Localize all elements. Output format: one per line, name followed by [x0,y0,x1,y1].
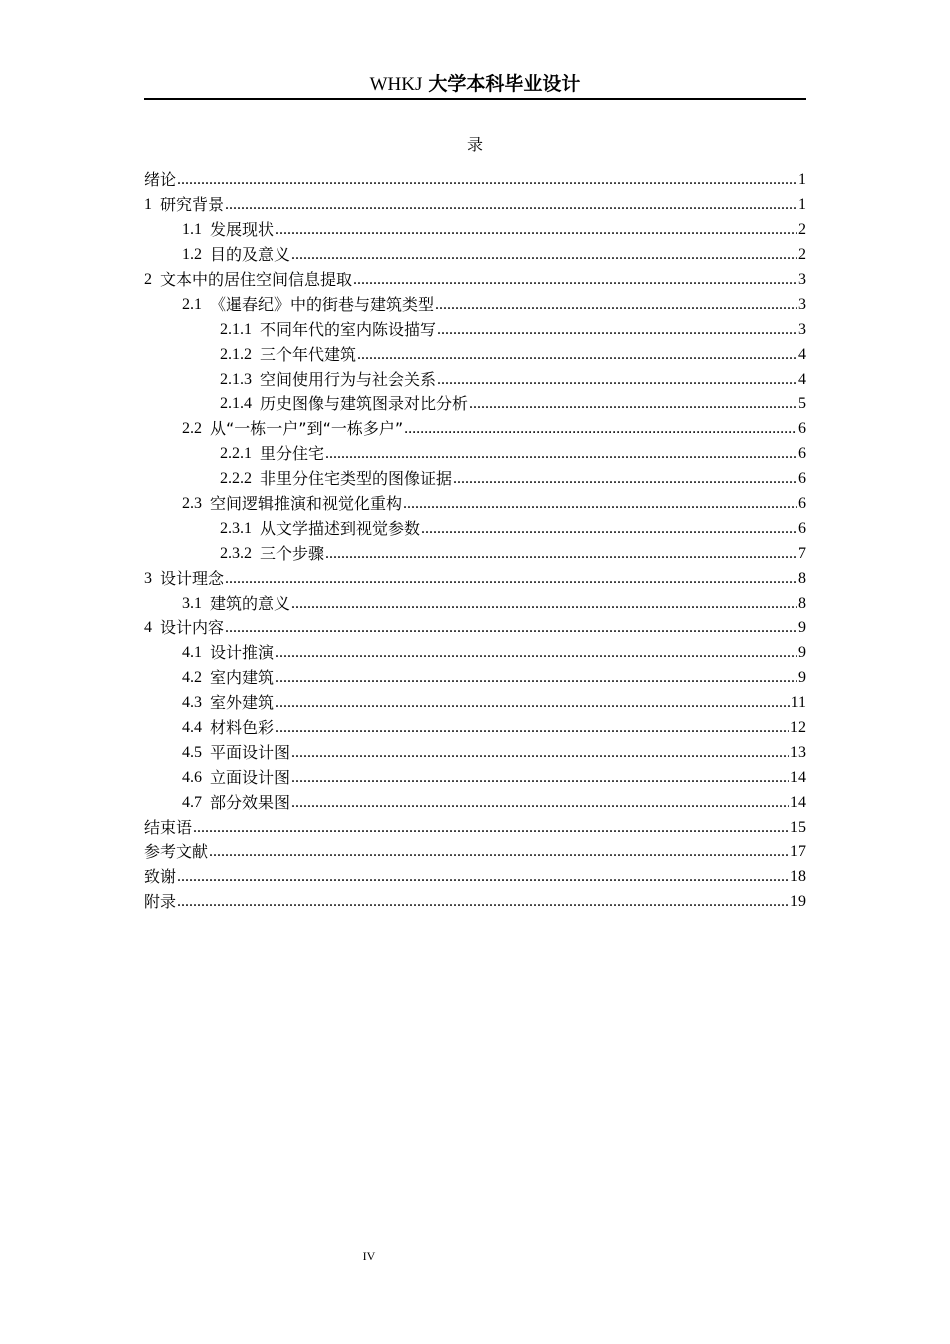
toc-entry-page: 4 [798,345,806,363]
toc-entry-number: 4.3 [182,694,202,712]
toc-entry-number: 4.4 [182,719,202,737]
toc-entry-title: 三个步骤 [260,543,325,563]
toc-entry[interactable] [144,168,806,193]
toc-entry-title: 不同年代的室内陈设描写 [260,319,437,339]
toc-entry-title: 附录 [144,892,177,912]
toc-entry-number: 2.2.2 [220,470,252,488]
toc-entry-number: 1.1 [182,221,202,239]
toc-entry-title: 室外建筑 [210,693,275,713]
toc-dot-leader [325,544,797,564]
toc-entry-page: 6 [798,519,806,537]
toc-entry-title: 设计推演 [210,643,275,663]
toc-entry-title: 三个年代建筑 [260,344,357,364]
toc-entry-number: 2.1.4 [220,395,252,413]
toc-entry-number: 2.3.1 [220,519,252,537]
toc-dot-leader [325,444,797,464]
toc-entry[interactable] [144,342,806,367]
toc-entry-number: 3.1 [182,594,202,612]
toc-entry-page: 6 [798,445,806,463]
toc-entry-title: 空间逻辑推演和视觉化重构 [210,494,403,514]
toc-dot-leader [275,668,797,688]
toc-entry-title: 《暹春纪》中的街巷与建筑类型 [210,294,435,314]
toc-entry-number: 4.1 [182,644,202,662]
toc-dot-leader [403,494,797,514]
toc-dot-leader [291,245,797,265]
toc-entry-page: 8 [798,569,806,587]
toc-entry-title: 目的及意义 [210,245,291,265]
toc-entry-title: 空间使用行为与社会关系 [260,369,437,389]
toc-entry-title: 建筑的意义 [210,593,291,613]
toc-entry-number: 2 [144,271,152,288]
toc-dot-leader [177,170,797,190]
toc-entry-page: 9 [798,669,806,687]
toc-entry[interactable] [144,865,806,890]
toc-entry[interactable] [144,691,806,716]
toc-entry[interactable] [144,641,806,666]
header-rule [144,98,806,100]
toc-entry-page: 3 [798,271,806,288]
toc-dot-leader [469,394,797,414]
toc-entry[interactable] [144,392,806,417]
toc-entry-number: 2.1 [182,295,202,313]
toc-entry-page: 17 [790,843,806,861]
toc-dot-leader [225,195,797,215]
toc-entry-page: 6 [798,495,806,513]
toc-dot-leader [437,320,797,340]
toc-dot-leader [291,743,789,763]
toc-entry[interactable] [144,243,806,268]
toc-entry-number: 2.2 [182,420,202,438]
toc-entry[interactable] [144,516,806,541]
toc-entry[interactable] [144,268,806,293]
toc-entry-number: 2.1.3 [220,370,252,388]
toc-entry-title: 结束语 [144,817,193,837]
toc-entry-number: 2.2.1 [220,445,252,463]
toc-entry[interactable] [144,740,806,765]
toc-dot-leader [275,693,790,713]
toc-entry[interactable] [144,666,806,691]
toc-entry-page: 8 [798,594,806,612]
toc-entry[interactable] [144,541,806,566]
toc-entry-title: 文本中的居住空间信息提取 [160,270,353,289]
page-header [144,70,806,98]
toc-entry[interactable] [144,790,806,815]
toc-dot-leader [225,618,797,638]
page-number: IV [362,1249,376,1263]
toc-dot-leader [421,519,797,539]
toc-entry-number: 4.7 [182,793,202,811]
toc-entry-number: 2.3.2 [220,544,252,562]
toc-entry[interactable] [144,591,806,616]
toc-entry-page: 3 [798,295,806,313]
toc-entry-page: 11 [790,694,806,712]
toc-entry-page: 1 [798,196,806,214]
toc-dot-leader [177,867,789,887]
toc-entry-title: 非里分住宅类型的图像证据 [260,469,453,489]
toc-entry-page: 1 [798,171,806,189]
toc-entry-page: 18 [790,868,806,886]
toc-entry-page: 9 [798,644,806,662]
toc-entry-page: 15 [790,818,806,836]
toc-entry-number: 4.2 [182,669,202,687]
toc-dot-leader [193,818,789,838]
toc-entry-page: 2 [798,246,806,264]
toc-entry-title: 室内建筑 [210,668,275,688]
toc-entry-title: 历史图像与建筑图录对比分析 [260,394,469,414]
toc-entry[interactable] [144,765,806,790]
header-title: 大学本科毕业设计 [428,73,581,95]
toc-dot-leader [275,718,789,738]
toc-entry[interactable] [144,616,806,641]
toc-entry[interactable] [144,840,806,865]
toc-dot-leader [225,569,797,589]
toc-entry-number: 1.2 [182,246,202,264]
toc-dot-leader [209,842,789,862]
toc-entry-page: 14 [790,768,806,786]
toc-entry-title: 绪论 [144,170,177,190]
toc-entry-page: 9 [798,619,806,637]
toc-entry[interactable] [144,417,806,442]
toc-entry-page: 4 [798,370,806,388]
toc-entry-number: 2.1.2 [220,345,252,363]
toc-entry-number: 4.5 [182,743,202,761]
toc-entry[interactable] [144,492,806,517]
toc-entry-page: 2 [798,221,806,239]
toc-entry-title: 材料色彩 [210,718,275,738]
toc-entry-title: 设计理念 [160,568,225,588]
toc-dot-leader [275,643,797,663]
toc-entry-page: 12 [790,719,806,737]
toc-entry-page: 3 [798,320,806,338]
toc-entry[interactable] [144,566,806,591]
toc-entry-title: 从文学描述到视觉参数 [260,518,421,538]
toc-dot-leader [291,793,789,813]
toc-entry-title: 部分效果图 [210,792,291,812]
toc-entry-number: 2.3 [182,495,202,513]
toc-entry-title: 致谢 [144,867,177,887]
toc-entry-number: 3 [144,569,152,587]
toc-entry[interactable] [144,716,806,741]
toc-dot-leader [404,419,797,439]
toc-entry-page: 14 [790,793,806,811]
toc-entry[interactable] [144,442,806,467]
toc-entry[interactable] [144,193,806,218]
toc-entry-page: 13 [790,743,806,761]
toc-entry-number: 4.6 [182,768,202,786]
toc-entry-number: 4 [144,619,152,637]
toc-dot-leader [291,594,797,614]
toc-entry[interactable] [144,218,806,243]
toc-entry[interactable] [144,317,806,342]
toc-dot-leader [357,345,797,365]
toc-dot-leader [453,469,797,489]
toc-entry[interactable] [144,292,806,317]
toc-dot-leader [291,768,789,788]
toc-dot-leader [275,220,797,240]
toc-entry-page: 5 [798,395,806,413]
toc-entry-title: 研究背景 [160,195,225,215]
toc-entry-page: 6 [798,420,806,438]
toc-title: 录 [466,135,483,154]
toc-entry[interactable] [144,815,806,840]
toc-entry[interactable] [144,890,806,915]
table-of-contents [144,168,806,915]
toc-entry[interactable] [144,367,806,392]
toc-entry[interactable] [144,467,806,492]
toc-entry-title: 平面设计图 [210,742,291,762]
toc-dot-leader [177,892,789,912]
toc-entry-number: 2.1.1 [220,320,252,338]
toc-entry-title: 从“一栋一户”到“一栋多户” [210,419,404,439]
toc-entry-page: 7 [798,544,806,562]
toc-dot-leader [435,295,797,315]
toc-entry-title: 里分住宅 [260,444,325,464]
toc-dot-leader [437,370,797,390]
toc-dot-leader [353,270,797,290]
toc-entry-page: 6 [798,470,806,488]
toc-entry-title: 参考文献 [144,842,209,862]
toc-entry-title: 发展现状 [210,220,275,240]
toc-entry-title: 立面设计图 [210,767,291,787]
toc-entry-number: 1 [144,196,152,214]
toc-entry-title: 设计内容 [160,618,225,638]
header-prefix: WHKJ [369,74,423,95]
toc-entry-page: 19 [790,893,806,911]
